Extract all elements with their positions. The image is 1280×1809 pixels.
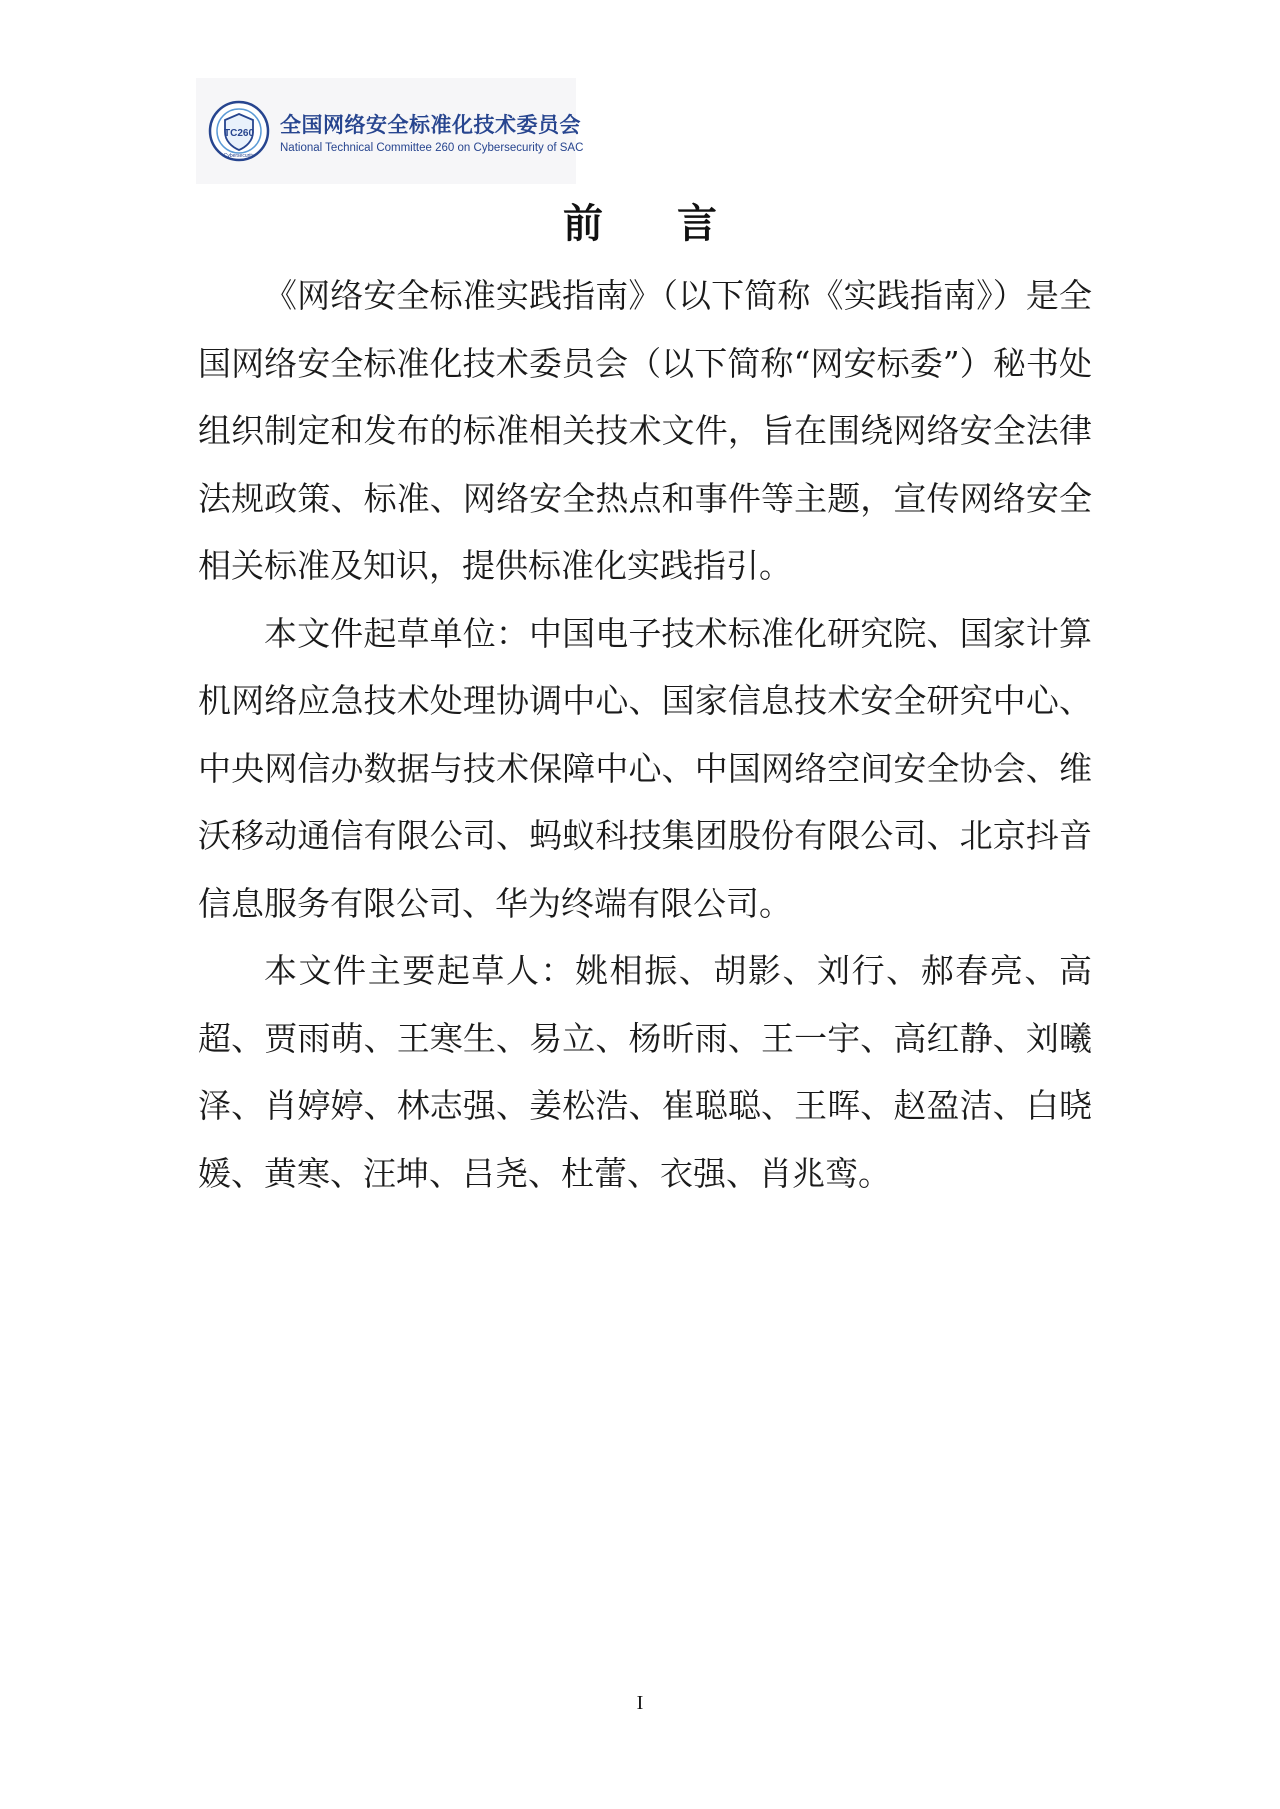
logo-ring-text: Cybersecurity xyxy=(223,153,255,159)
page-number: I xyxy=(636,1692,644,1714)
paragraph-drafting-units: 本文件起草单位：中国电子技术标准化研究院、国家计算机网络应急技术处理协调中心、国家信息技术安全研究中心、中央网信办数据与技术保障中心、中国网络空间安全协会、维沃移动通信有限公司、蚂蚁科技集团股份有限公司、北京抖音信息服务有限公司、华为终端有限公司。 xyxy=(198,613,1092,923)
header-text xyxy=(280,109,583,154)
org-name-en: National Technical Committee 260 on Cybersecurity of SAC xyxy=(280,141,584,154)
paragraph-intro: 《网络安全标准实践指南》（以下简称《实践指南》）是全国网络安全标准化技术委员会（以下简称“网安标委”）秘书处组织制定和发布的标准相关技术文件，旨在围绕网络安全法律法规政策、标准、网络安全热点和事件等主题，宣传网络安全相关标准及知识，提供标准化实践指引。 xyxy=(198,276,1092,585)
document-body xyxy=(198,262,1092,1207)
tc260-logo-icon xyxy=(208,100,270,162)
org-name-cn: 全国网络安全标准化技术委员会 xyxy=(280,112,581,137)
paragraph-drafters: 本文件主要起草人：姚相振、胡影、刘行、郝春亮、高超、贾雨萌、王寒生、易立、杨昕雨、王一宇、高红静、刘曦泽、肖婷婷、林志强、姜松浩、崔聪聪、王晖、赵盈洁、白晓媛、黄寒、汪坤、吕尧、杜蕾、衣强、肖兆鸾。 xyxy=(198,951,1092,1193)
header-logo-block xyxy=(196,78,584,184)
page-title: 前 言 xyxy=(563,201,747,247)
logo-text: TC260 xyxy=(223,128,255,139)
